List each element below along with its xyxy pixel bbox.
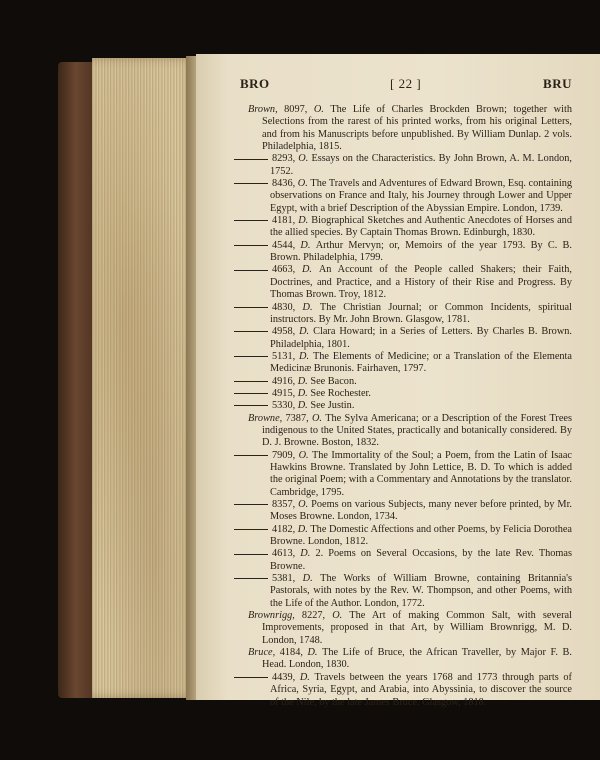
entry-text: The Life of Bruce, the African Traveller, by Major F. B. Head. London, 1830. <box>262 647 572 671</box>
ditto-rule <box>234 381 268 382</box>
entry-format-letter: D. <box>301 264 319 276</box>
entry-heading: Brownrigg, <box>248 610 302 622</box>
entry-number: 4916, <box>272 375 298 387</box>
catalogue-entry <box>248 610 572 647</box>
entry-text: See Justin. <box>310 400 355 412</box>
entry-number: 8227, <box>301 610 333 622</box>
catalogue-entry <box>248 264 572 301</box>
entry-text: Biographical Sketches and Authentic Anecdotes of Horses and the allied species. By Captain Thomas Brown. Edinburgh, 1830. <box>270 215 572 239</box>
entry-format-letter: D. <box>300 239 316 251</box>
entry-format-letter: O. <box>313 104 331 115</box>
catalogue-entry <box>248 215 572 240</box>
entry-number: 4915, <box>272 387 298 399</box>
entry-text: The Sylva Americana; or a Description of the Forest Trees indigenous to the United States, practically and botanically considered. By D. J. Browne. Boston, 1832. <box>262 412 572 449</box>
running-head-right: BRU <box>543 76 572 91</box>
entry-number: 5131, <box>272 350 300 362</box>
entry-format-letter: O. <box>298 153 312 165</box>
ditto-rule <box>234 504 268 505</box>
ditto-rule <box>234 270 268 271</box>
entry-text: The Elements of Medicine; or a Translation of the Elementa Medicinæ Brunonis. Fairhaven, 1797. <box>270 350 572 375</box>
catalogue-entries <box>248 104 572 709</box>
entry-format-letter: D. <box>299 326 314 338</box>
catalogue-entry <box>248 240 572 265</box>
entry-text: An Account of the People called Shakers; their Faith, Doctrines, and Practice, and a History of their Rise and Progress. By Thomas Brown. Troy, 1812. <box>270 264 573 301</box>
ditto-rule <box>234 245 268 246</box>
ditto-rule <box>234 393 268 394</box>
catalogue-entry <box>248 548 572 573</box>
entry-number: 4544, <box>272 239 301 251</box>
ditto-rule <box>234 307 268 308</box>
entry-format-letter: O. <box>311 412 326 424</box>
catalogue-entry <box>248 450 572 499</box>
entry-text: See Rochester. <box>310 387 371 399</box>
entry-number: 4663, <box>272 264 302 276</box>
catalogue-entry <box>248 647 572 672</box>
entry-format-letter: D. <box>300 548 316 560</box>
catalogue-entry <box>248 302 572 327</box>
entry-number: 8293, <box>272 153 299 165</box>
ditto-rule <box>234 578 268 579</box>
catalogue-entry <box>248 388 572 400</box>
ditto-rule <box>234 159 268 160</box>
entry-heading: Browne, <box>248 412 286 424</box>
entry-format-letter: D. <box>298 215 312 227</box>
entry-format-letter: D. <box>299 671 315 683</box>
entry-text: See Bacon. <box>310 375 357 387</box>
catalogue-entry <box>248 400 572 412</box>
entry-text: Clara Howard; in a Series of Letters. By Charles B. Brown. Philadelphia, 1801. <box>270 326 572 350</box>
entry-format-letter: D. <box>297 375 311 387</box>
entry-format-letter: O. <box>298 499 312 510</box>
entry-text: The Immortality of the Soul; a Poem, from the Latin of Isaac Hawkins Browne. Translated by John Lettice, B. D. To which is added the original Poem; with a Commentary and Annotations by the translator. Cambridge, 1795. <box>270 449 572 498</box>
ditto-rule <box>234 356 268 357</box>
ditto-rule <box>234 554 268 555</box>
entry-format-letter: D. <box>297 523 311 535</box>
entry-format-letter: O. <box>297 178 311 190</box>
catalogue-entry <box>248 499 572 524</box>
entry-text: The Life of Charles Brockden Brown; together with Selections from the rarest of his printed works, from his original Letters, and from his Manuscripts before unpublished. By William Dunlap. 2 vols. Philadelphia, 1815. <box>262 104 572 153</box>
entry-text: The Works of William Browne, containing Britannia's Pastorals, with notes by the Rev. W. Thompson, and other Poems, with the Life of the Author. London, 1772. <box>270 573 573 609</box>
entry-heading: Bruce, <box>248 647 280 659</box>
page-edges <box>92 58 196 698</box>
entry-text: Essays on the Characteristics. By John Brown, A. M. London, 1752. <box>270 153 573 177</box>
running-head <box>240 76 580 92</box>
catalogue-entry <box>248 104 572 153</box>
entry-text: 2. Poems on Several Occasions, by the late Rev. Thomas Browne. <box>270 548 572 572</box>
entry-number: 7909, <box>272 449 299 461</box>
entry-number: 4958, <box>272 326 300 338</box>
ditto-rule <box>234 529 268 530</box>
entry-number: 5381, <box>272 573 303 585</box>
catalogue-entry <box>248 573 572 610</box>
entry-text: Poems on various Subjects, many never before printed, by Mr. Moses Browne. London, 1734. <box>270 499 572 523</box>
catalogue-entry <box>248 351 572 376</box>
entry-format-letter: D. <box>307 647 323 659</box>
entry-number: 8097, <box>284 104 314 115</box>
entry-number: 4613, <box>272 548 301 560</box>
entry-number: 4181, <box>272 215 299 227</box>
catalogue-entry <box>248 524 572 549</box>
entry-number: 7387, <box>285 412 312 424</box>
entry-format-letter: D. <box>297 400 311 412</box>
entry-text: The Christian Journal; or Common Incidents, spiritual instructors. By Mr. John Brown. Glasgow, 1781. <box>270 301 572 325</box>
entry-number: 4184, <box>279 647 308 659</box>
entry-format-letter: D. <box>302 301 320 313</box>
ditto-rule <box>234 455 268 456</box>
entry-format-letter: D. <box>302 573 321 585</box>
entry-number: 8357, <box>272 499 299 510</box>
catalogue-entry <box>248 153 572 178</box>
page-number: [ 22 ] <box>390 76 422 91</box>
ditto-rule <box>234 220 268 221</box>
entry-text: Arthur Mervyn; or, Memoirs of the year 1793. By C. B. Brown. Philadelphia, 1799. <box>270 239 572 264</box>
catalogue-entry <box>248 178 572 215</box>
entry-text: The Travels and Adventures of Edward Brown, Esq. containing observations on France and Italy, his Journey through Lower and Upper Egypt, with a brief Description of the Abyssian Empire. London, 1739. <box>270 178 573 214</box>
entry-text: Travels between the years 1768 and 1773 through parts of Africa, Syria, Egypt, and Arabia, into Abyssinia, to discover the source of the Nile, by the late James Bruce. Glasgow, 1818. <box>270 671 572 708</box>
catalogue-entry <box>248 376 572 388</box>
entry-number: 4830, <box>272 301 303 313</box>
ditto-rule <box>234 677 268 678</box>
entry-text: The Art of making Common Salt, with several Improvements, proposed in that Art, by William Brownrigg, M. D. London, 1748. <box>262 610 572 646</box>
catalogue-entry <box>248 326 572 351</box>
entry-format-letter: D. <box>297 387 311 399</box>
entry-text: The Domestic Affections and other Poems, by Felicia Dorothea Browne. London, 1812. <box>270 523 572 548</box>
entry-format-letter: O. <box>298 449 312 461</box>
entry-number: 4182, <box>272 523 298 535</box>
running-head-left: BRO <box>240 76 270 91</box>
entry-format-letter: D. <box>299 350 313 362</box>
catalogue-entry <box>248 672 572 709</box>
entry-format-letter: O. <box>332 610 350 622</box>
catalogue-entry <box>248 413 572 450</box>
entry-heading: Brown, <box>248 104 285 115</box>
ditto-rule <box>234 331 268 332</box>
ditto-rule <box>234 183 268 184</box>
ditto-rule <box>234 405 268 406</box>
entry-number: 4439, <box>272 671 300 683</box>
entry-number: 5330, <box>272 400 298 412</box>
entry-number: 8436, <box>272 178 298 190</box>
